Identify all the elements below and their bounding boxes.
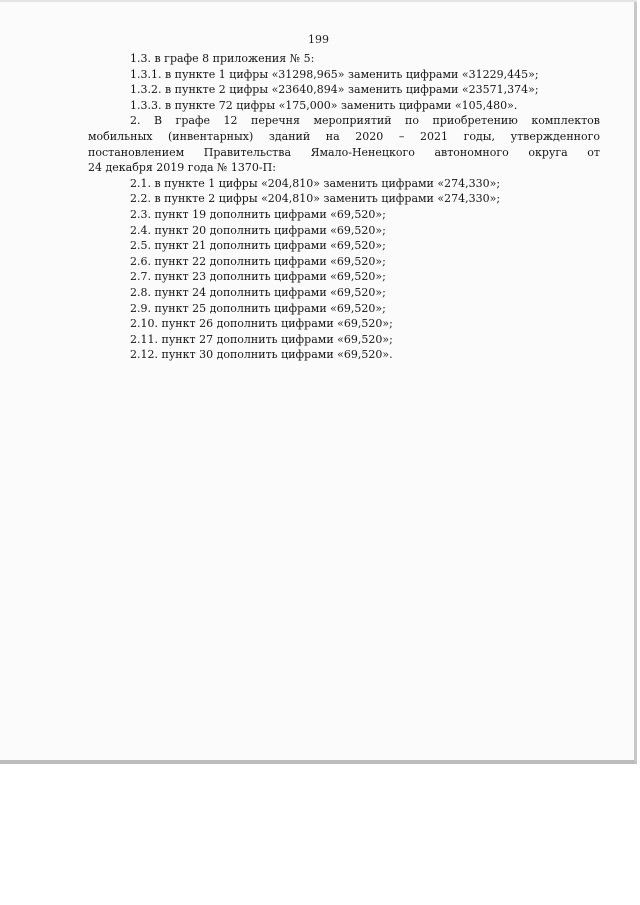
item-2-4: 2.4. пункт 20 дополнить цифрами «69,520»; <box>130 223 386 237</box>
item-2-9: 2.9. пункт 25 дополнить цифрами «69,520»; <box>130 301 386 315</box>
item-2-3: 2.3. пункт 19 дополнить цифрами «69,520»; <box>130 207 386 221</box>
item-2-6: 2.6. пункт 22 дополнить цифрами «69,520»; <box>130 254 386 268</box>
item-1-3-1: 1.3.1. в пункте 1 цифры «31298,965» заменить цифрами «31229,445»; <box>130 67 539 81</box>
paragraph-2 <box>88 113 600 175</box>
item-1-3-2: 1.3.2. в пункте 2 цифры «23640,894» заменить цифрами «23571,374»; <box>130 83 539 97</box>
item-2-12: 2.12. пункт 30 дополнить цифрами «69,520». <box>130 348 393 362</box>
item-2-10: 2.10. пункт 26 дополнить цифрами «69,520»; <box>130 317 393 331</box>
item-2-7: 2.7. пункт 23 дополнить цифрами «69,520»; <box>130 270 386 284</box>
page-number: 199 <box>308 33 329 46</box>
paragraph-2-line-1: 2. В графе 12 перечня мероприятий по приобретению комплектов <box>130 114 600 128</box>
paragraph-2-line-2: мобильных (инвентарных) зданий на 2020 – 2021 годы, утвержденного <box>88 129 600 143</box>
paragraph-2-line-3: постановлением Правительства Ямало-Ненецкого автономного округа от <box>88 145 600 159</box>
sheet-top-edge <box>0 0 637 2</box>
item-2-11: 2.11. пункт 27 дополнить цифрами «69,520»; <box>130 332 393 346</box>
paragraph-2-line-4: 24 декабря 2019 года № 1370-П: <box>88 161 276 175</box>
document-body <box>88 51 600 363</box>
item-2-1: 2.1. в пункте 1 цифры «204,810» заменить цифрами «274,330»; <box>130 176 501 190</box>
item-2-5: 2.5. пункт 21 дополнить цифрами «69,520»; <box>130 239 386 253</box>
item-2-8: 2.8. пункт 24 дополнить цифрами «69,520»; <box>130 285 386 299</box>
item-1-3-3: 1.3.3. в пункте 72 цифры «175,000» заменить цифрами «105,480». <box>130 98 518 112</box>
section-1-3-heading: 1.3. в графе 8 приложения № 5: <box>130 52 315 65</box>
item-2-2: 2.2. в пункте 2 цифры «204,810» заменить цифрами «274,330»; <box>130 192 501 206</box>
